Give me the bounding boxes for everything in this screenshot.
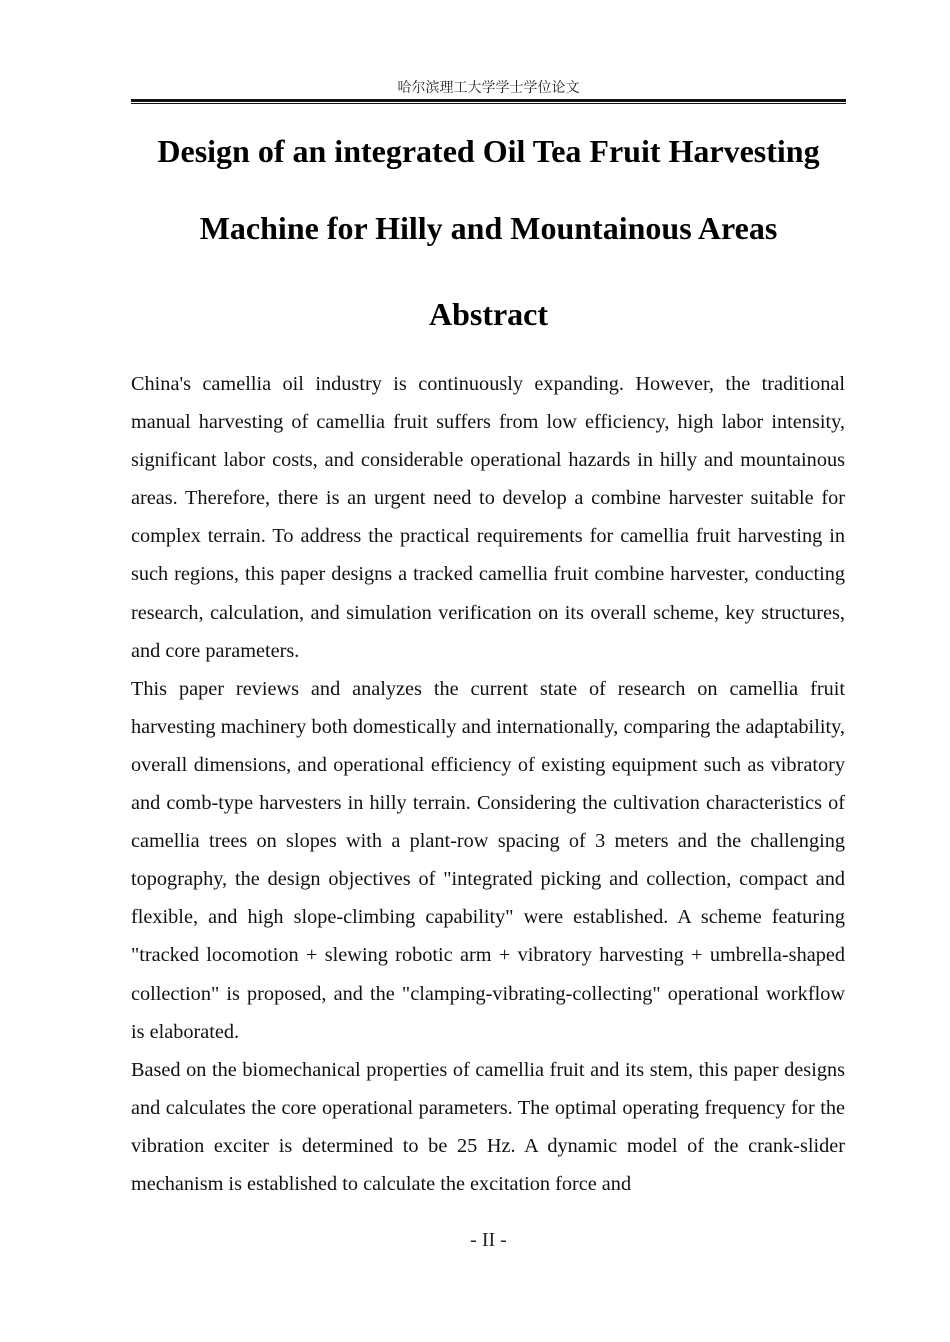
section-heading-abstract: Abstract xyxy=(428,296,549,332)
abstract-paragraph-3: Based on the biomechanical properties of camellia fruit and its stem, this paper designs and calculates the core operational parameters. The optimal operating frequency for the vibration exciter is determined to be 25 Hz. A dynamic model of the crank-slider mechanism is established to calculate the excitation force and xyxy=(131,1058,845,1195)
abstract-paragraph-1: China's camellia oil industry is continuously expanding. However, the traditional manual harvesting of camellia fruit suffers from low efficiency, high labor intensity, significant labor costs, and considerable operational hazards in hilly and mountainous areas. Therefore, there is an urgent need to develop a combine harvester suitable for complex terrain. To address the practical requirements for camellia fruit harvesting in such regions, this paper designs a tracked camellia fruit combine harvester, conducting research, calculation, and simulation verification on its overall scheme, key structures, and core parameters. xyxy=(131,373,845,662)
paper-title-line-2: Machine for Hilly and Mountainous Areas xyxy=(199,210,778,246)
header-rule-thin xyxy=(131,103,846,104)
abstract-body xyxy=(131,365,845,1203)
page-number: - II - xyxy=(470,1229,507,1251)
paper-title-line-1: Design of an integrated Oil Tea Fruit Harvesting xyxy=(157,133,820,169)
abstract-paragraph-2: This paper reviews and analyzes the current state of research on camellia fruit harvesting machinery both domestically and internationally, comparing the adaptability, overall dimensions, and operational efficiency of existing equipment such as vibratory and comb-type harvesters in hilly terrain. Considering the cultivation characteristics of camellia trees on slopes with a plant-row spacing of 3 meters and the challenging topography, the design objectives of "integrated picking and collection, compact and flexible, and high slope-climbing capability" were established. A scheme featuring "tracked locomotion + slewing robotic arm + vibratory harvesting + umbrella-shaped collection" is proposed, and the "clamping-vibrating-collecting" operational workflow is elaborated. xyxy=(131,677,845,1043)
running-header: 哈尔滨理工大学学士学位论文 xyxy=(397,80,580,96)
header-rule-thick xyxy=(131,99,846,102)
